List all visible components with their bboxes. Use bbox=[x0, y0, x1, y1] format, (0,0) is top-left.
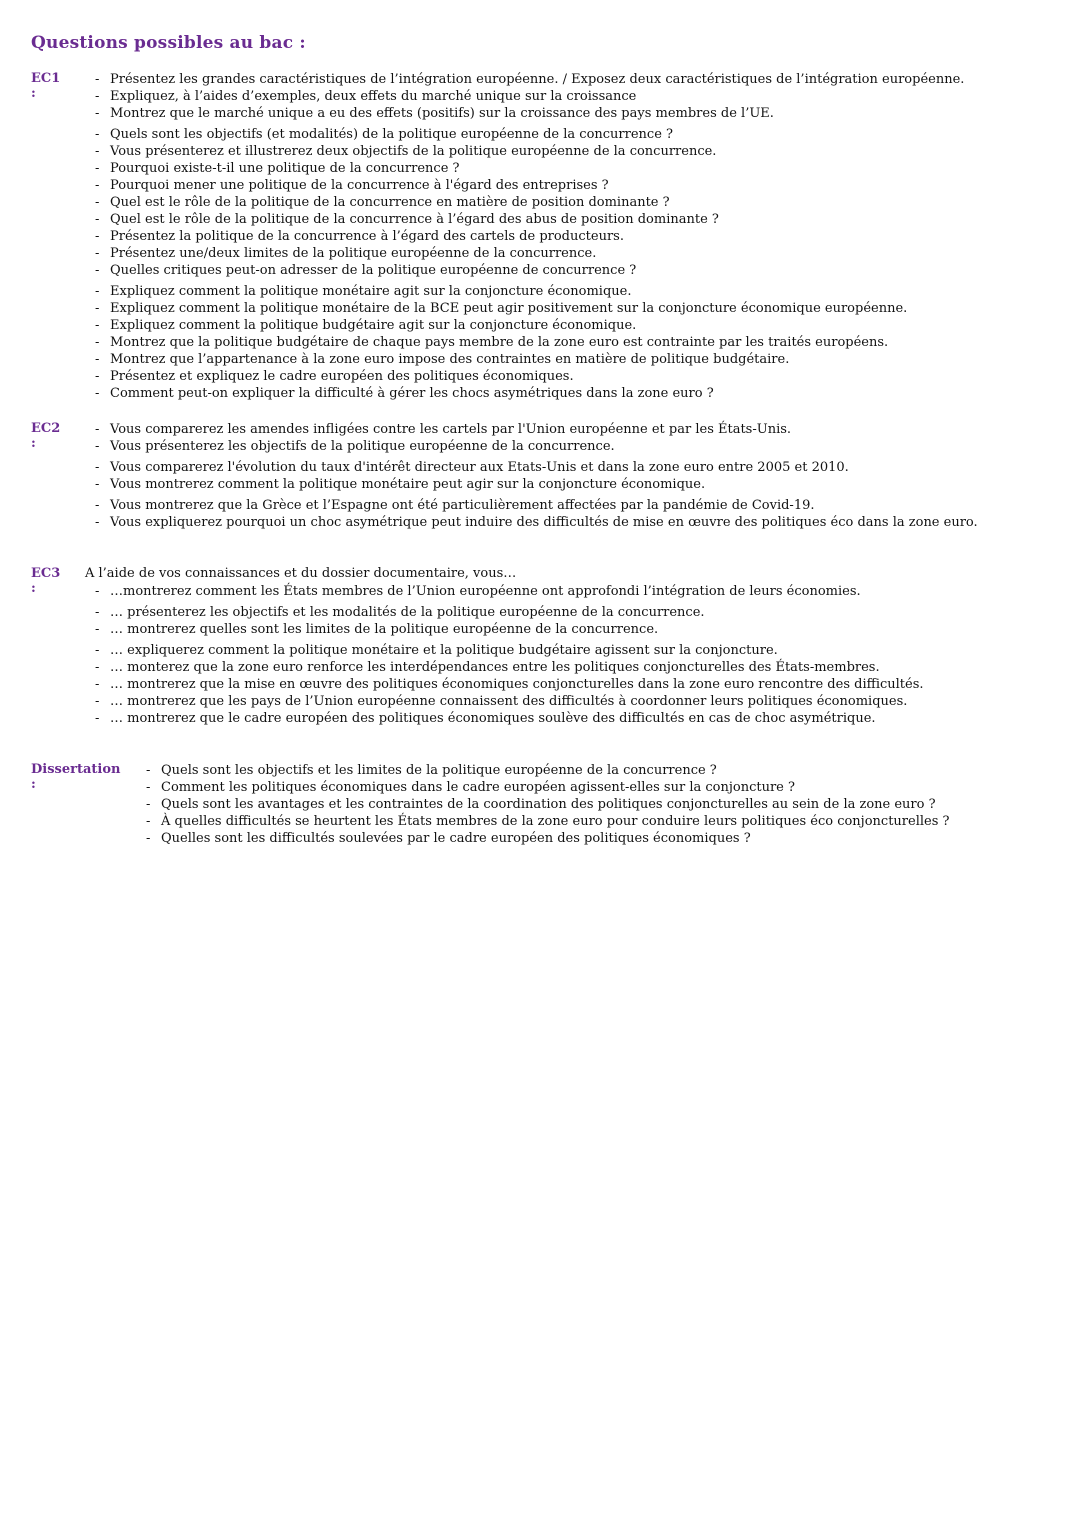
question-text: Expliquez comment la politique monétaire agit sur la conjoncture économique. bbox=[110, 284, 632, 299]
question-text: Présentez les grandes caractéristiques de l’intégration européenne. / Exposez deux caractéristiques de l’intégration européenne. bbox=[110, 72, 965, 87]
question-text: Expliquez, à l’aides d’exemples, deux effets du marché unique sur la croissance bbox=[110, 89, 637, 104]
question-text: Quels sont les objectifs (et modalités) de la politique européenne de la concurrence ? bbox=[110, 127, 674, 142]
list-item bbox=[95, 194, 964, 211]
bullet-dash-icon: - bbox=[95, 335, 100, 350]
list-item bbox=[95, 71, 964, 88]
ec3-intro: A l’aide de vos connaissances et du dossier documentaire, vous… bbox=[85, 566, 517, 581]
bullet-dash-icon: - bbox=[95, 127, 100, 142]
list-item bbox=[95, 604, 924, 621]
bullet-dash-icon: - bbox=[95, 677, 100, 692]
list-item bbox=[95, 621, 924, 638]
section-label-ec3: EC3 : bbox=[31, 566, 61, 596]
bullet-dash-icon: - bbox=[95, 477, 100, 492]
list-item bbox=[95, 177, 964, 194]
bullet-dash-icon: - bbox=[146, 780, 151, 795]
question-text: Vous montrerez comment la politique monétaire peut agir sur la conjoncture économique. bbox=[110, 477, 706, 492]
list-item bbox=[95, 211, 964, 228]
list-item bbox=[95, 300, 964, 317]
question-text: … montrerez que la mise en œuvre des politiques économiques conjoncturelles dans la zone euro rencontre des difficultés. bbox=[110, 677, 924, 692]
bullet-dash-icon: - bbox=[95, 144, 100, 159]
question-text: Expliquez comment la politique budgétaire agit sur la conjoncture économique. bbox=[110, 318, 637, 333]
bullet-dash-icon: - bbox=[95, 386, 100, 401]
bullet-dash-icon: - bbox=[95, 301, 100, 316]
list-item bbox=[95, 262, 964, 279]
list-item bbox=[146, 762, 949, 779]
bullet-dash-icon: - bbox=[95, 643, 100, 658]
bullet-dash-icon: - bbox=[95, 318, 100, 333]
question-text: Pourquoi existe-t-il une politique de la concurrence ? bbox=[110, 161, 460, 176]
question-text: … présenterez les objectifs et les modalités de la politique européenne de la concurrence. bbox=[110, 605, 705, 620]
list-item bbox=[95, 126, 964, 143]
bullet-dash-icon: - bbox=[146, 797, 151, 812]
page-title: Questions possibles au bac : bbox=[31, 33, 306, 53]
question-text: Montrez que la politique budgétaire de chaque pays membre de la zone euro est contrainte par les traités européens. bbox=[110, 335, 889, 350]
bullet-dash-icon: - bbox=[95, 178, 100, 193]
bullet-dash-icon: - bbox=[95, 106, 100, 121]
list-item bbox=[95, 583, 924, 600]
list-item bbox=[95, 459, 978, 476]
question-text: Quelles critiques peut-on adresser de la politique européenne de concurrence ? bbox=[110, 263, 637, 278]
question-text: Vous expliquerez pourquoi un choc asymétrique peut induire des difficultés de mise en œuvre des politiques éco dans la zone euro. bbox=[110, 515, 978, 530]
section-label-ec2: EC2 : bbox=[31, 421, 61, 451]
bullet-dash-icon: - bbox=[146, 763, 151, 778]
list-item bbox=[95, 368, 964, 385]
section-label-ec1: EC1 : bbox=[31, 71, 61, 101]
list-item bbox=[95, 497, 978, 514]
question-text: À quelles difficultés se heurtent les États membres de la zone euro pour conduire leurs politiques éco conjoncturelles ? bbox=[161, 814, 950, 829]
question-text: Quel est le rôle de la politique de la concurrence en matière de position dominante ? bbox=[110, 195, 670, 210]
bullet-dash-icon: - bbox=[95, 460, 100, 475]
bullet-dash-icon: - bbox=[95, 660, 100, 675]
bullet-dash-icon: - bbox=[95, 89, 100, 104]
list-item bbox=[95, 105, 964, 122]
question-text: Présentez la politique de la concurrence à l’égard des cartels de producteurs. bbox=[110, 229, 624, 244]
bullet-dash-icon: - bbox=[95, 711, 100, 726]
list-item bbox=[95, 676, 924, 693]
list-item bbox=[95, 245, 964, 262]
ec3-question-list bbox=[95, 583, 924, 727]
bullet-dash-icon: - bbox=[95, 72, 100, 87]
question-text: … monterez que la zone euro renforce les interdépendances entre les politiques conjoncturelles des États-membres. bbox=[110, 660, 880, 675]
list-item bbox=[95, 334, 964, 351]
question-text: Quelles sont les difficultés soulevées par le cadre européen des politiques économiques ? bbox=[161, 831, 751, 846]
bullet-dash-icon: - bbox=[146, 831, 151, 846]
list-item bbox=[95, 514, 978, 531]
question-text: Quels sont les avantages et les contraintes de la coordination des politiques conjoncturelles au sein de la zone euro ? bbox=[161, 797, 936, 812]
section-label-dissertation: Dissertation : bbox=[31, 762, 121, 792]
bullet-dash-icon: - bbox=[95, 284, 100, 299]
list-item bbox=[95, 351, 964, 368]
question-text: Comment les politiques économiques dans le cadre européen agissent-elles sur la conjoncture ? bbox=[161, 780, 795, 795]
list-item bbox=[146, 779, 949, 796]
bullet-dash-icon: - bbox=[95, 161, 100, 176]
question-text: … expliquerez comment la politique monétaire et la politique budgétaire agissent sur la conjoncture. bbox=[110, 643, 778, 658]
question-text: Comment peut-on expliquer la difficulté à gérer les chocs asymétriques dans la zone euro ? bbox=[110, 386, 714, 401]
bullet-dash-icon: - bbox=[95, 515, 100, 530]
question-text: Vous comparerez l'évolution du taux d'intérêt directeur aux Etats-Unis et dans la zone euro entre 2005 et 2010. bbox=[110, 460, 849, 475]
bullet-dash-icon: - bbox=[95, 694, 100, 709]
list-item bbox=[95, 283, 964, 300]
question-text: Présentez une/deux limites de la politique européenne de la concurrence. bbox=[110, 246, 597, 261]
question-text: Vous comparerez les amendes infligées contre les cartels par l'Union européenne et par les États-Unis. bbox=[110, 422, 792, 437]
list-item bbox=[95, 385, 964, 402]
question-text: … montrerez quelles sont les limites de la politique européenne de la concurrence. bbox=[110, 622, 659, 637]
question-text: Vous présenterez et illustrerez deux objectifs de la politique européenne de la concurrence. bbox=[110, 144, 717, 159]
ec1-question-list bbox=[95, 71, 964, 402]
list-item bbox=[95, 710, 924, 727]
bullet-dash-icon: - bbox=[95, 605, 100, 620]
bullet-dash-icon: - bbox=[95, 195, 100, 210]
question-text: Montrez que le marché unique a eu des effets (positifs) sur la croissance des pays membres de l’UE. bbox=[110, 106, 774, 121]
dissertation-question-list bbox=[146, 762, 949, 847]
question-text: … montrerez que les pays de l’Union européenne connaissent des difficultés à coordonner leurs politiques économiques. bbox=[110, 694, 908, 709]
bullet-dash-icon: - bbox=[95, 498, 100, 513]
list-item bbox=[95, 421, 978, 438]
bullet-dash-icon: - bbox=[95, 584, 100, 599]
bullet-dash-icon: - bbox=[146, 814, 151, 829]
question-text: Pourquoi mener une politique de la concurrence à l'égard des entreprises ? bbox=[110, 178, 609, 193]
list-item bbox=[95, 476, 978, 493]
bullet-dash-icon: - bbox=[95, 212, 100, 227]
bullet-dash-icon: - bbox=[95, 369, 100, 384]
question-text: Vous présenterez les objectifs de la politique européenne de la concurrence. bbox=[110, 439, 615, 454]
question-text: Expliquez comment la politique monétaire de la BCE peut agir positivement sur la conjoncture économique européenne. bbox=[110, 301, 908, 316]
bullet-dash-icon: - bbox=[95, 439, 100, 454]
list-item bbox=[95, 143, 964, 160]
bullet-dash-icon: - bbox=[95, 422, 100, 437]
list-item bbox=[95, 160, 964, 177]
list-item bbox=[95, 438, 978, 455]
list-item bbox=[95, 642, 924, 659]
ec2-question-list bbox=[95, 421, 978, 531]
bullet-dash-icon: - bbox=[95, 246, 100, 261]
list-item bbox=[95, 659, 924, 676]
list-item bbox=[95, 317, 964, 334]
question-text: Vous montrerez que la Grèce et l’Espagne ont été particulièrement affectées par la pandémie de Covid-19. bbox=[110, 498, 815, 513]
list-item bbox=[146, 796, 949, 813]
list-item bbox=[146, 813, 949, 830]
list-item bbox=[95, 88, 964, 105]
question-text: Quels sont les objectifs et les limites de la politique européenne de la concurrence ? bbox=[161, 763, 717, 778]
bullet-dash-icon: - bbox=[95, 263, 100, 278]
list-item bbox=[95, 228, 964, 245]
question-text: …montrerez comment les États membres de l’Union européenne ont approfondi l’intégration de leurs économies. bbox=[110, 584, 861, 599]
bullet-dash-icon: - bbox=[95, 229, 100, 244]
question-text: … montrerez que le cadre européen des politiques économiques soulève des difficultés en cas de choc asymétrique. bbox=[110, 711, 876, 726]
question-text: Montrez que l’appartenance à la zone euro impose des contraintes en matière de politique budgétaire. bbox=[110, 352, 790, 367]
bullet-dash-icon: - bbox=[95, 622, 100, 637]
list-item bbox=[146, 830, 949, 847]
bullet-dash-icon: - bbox=[95, 352, 100, 367]
question-text: Quel est le rôle de la politique de la concurrence à l’égard des abus de position dominante ? bbox=[110, 212, 719, 227]
list-item bbox=[95, 693, 924, 710]
question-text: Présentez et expliquez le cadre européen des politiques économiques. bbox=[110, 369, 574, 384]
